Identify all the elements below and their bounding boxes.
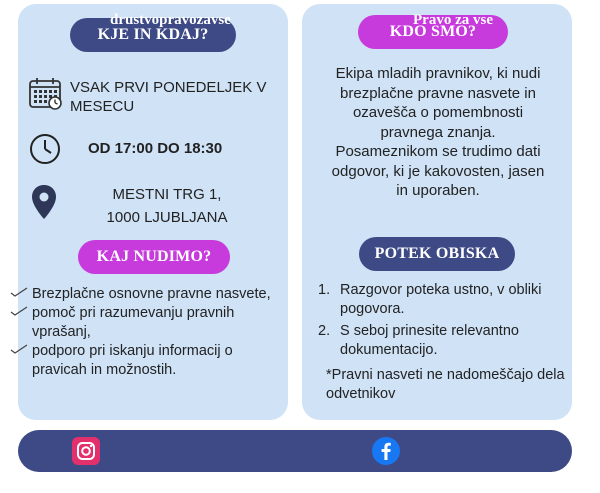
time-text: OD 17:00 DO 18:30 <box>88 140 223 157</box>
when-where-heading: KJE IN KDAJ? <box>70 18 236 52</box>
who-description: Ekipa mladih pravnikov, ki nudi brezplačne pravne nasvete in ozavešča o pomembnosti pravnega znanja. Posameznikom se trudimo dati odgovor, ki je kakovosten, jasen in uporaben. <box>331 65 545 199</box>
list-item: podporo pri iskanju informacij o pravicah in možnostih. <box>32 342 284 380</box>
instagram-icon[interactable] <box>72 437 100 465</box>
facebook-icon[interactable] <box>372 437 400 465</box>
address-line2: 1000 LJUBLJANA <box>106 209 228 226</box>
location-pin-icon <box>31 184 57 220</box>
checkmark-icon <box>10 342 28 356</box>
offer-list <box>32 285 284 380</box>
list-item: 2. S seboj prinesite relevantno dokumentacijo. <box>318 323 519 358</box>
instagram-handle[interactable]: drustvopravozavse <box>110 12 231 28</box>
social-footer <box>18 430 572 472</box>
checkmark-icon <box>10 304 28 318</box>
list-item: pomoč pri razumevanju pravnih vprašanj, <box>32 304 284 342</box>
visit-steps-list <box>318 281 568 363</box>
address-line1: MESTNI TRG 1, <box>112 186 222 203</box>
list-item: 1. Razgovor poteka ustno, v obliki pogovora. <box>318 282 542 317</box>
calendar-icon <box>28 76 64 110</box>
schedule-text: VSAK PRVI PONEDELJEK V MESECU <box>70 79 267 115</box>
offer-heading: KAJ NUDIMO? <box>78 240 230 274</box>
facebook-page-name[interactable]: Pravo za vse <box>413 12 493 28</box>
disclaimer-note: *Pravni nasveti ne nadomeščajo dela odvetnikov <box>326 367 565 402</box>
clock-icon <box>29 133 61 165</box>
list-item: Brezplačne osnovne pravne nasvete, <box>32 285 284 304</box>
visit-heading: POTEK OBISKA <box>359 237 515 271</box>
checkmark-icon <box>10 285 28 299</box>
who-heading: KDO SMO? <box>358 15 508 49</box>
